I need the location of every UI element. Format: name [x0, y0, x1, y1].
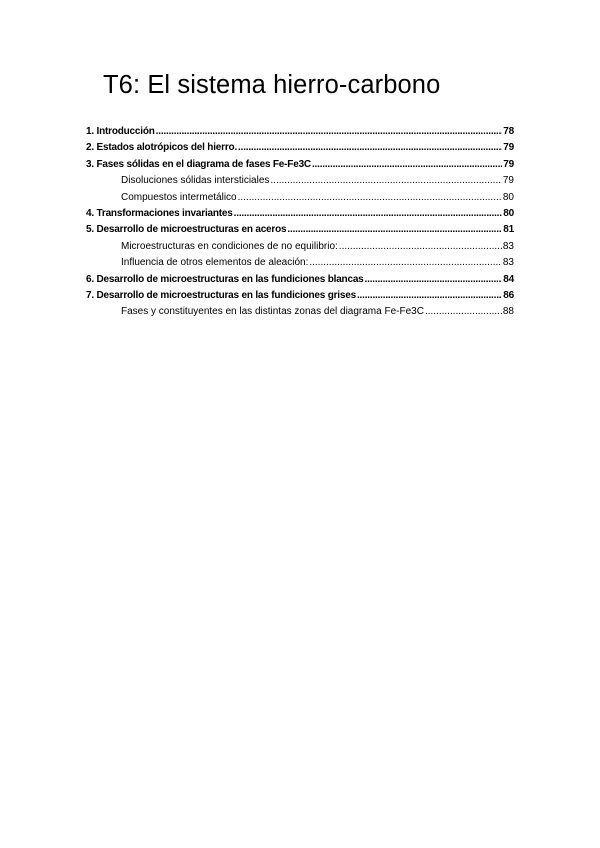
- toc-page-number: 81: [503, 224, 514, 236]
- toc-page-number: 79: [503, 158, 514, 170]
- toc-dot-leader: [234, 206, 503, 222]
- toc-page-number: 86: [503, 289, 514, 301]
- toc-dot-leader: [339, 239, 502, 255]
- toc-page-number: 83: [502, 240, 514, 252]
- toc-entry-fundiciones-grises[interactable]: [86, 288, 514, 304]
- table-of-contents: [86, 124, 514, 321]
- toc-page-number: 83: [502, 257, 514, 269]
- toc-page-number: 79: [503, 142, 514, 154]
- toc-dot-leader: [425, 304, 502, 320]
- toc-entry-microestructuras-aceros[interactable]: [86, 222, 514, 238]
- toc-entry-label: 2. Estados alotrópicos del hierro.: [86, 142, 238, 154]
- toc-entry-elementos-aleacion[interactable]: [86, 255, 514, 271]
- toc-page-number: 88: [502, 306, 514, 318]
- toc-page-number: 84: [503, 273, 514, 285]
- toc-dot-leader: [287, 222, 502, 238]
- toc-entry-label: 1. Introducción: [86, 126, 155, 137]
- toc-entry-label: 7. Desarrollo de microestructuras en las fundiciones grises: [86, 289, 356, 301]
- toc-page-number: 80: [502, 191, 514, 203]
- toc-dot-leader: [357, 288, 502, 304]
- toc-entry-label: 4. Transformaciones invariantes: [86, 207, 233, 219]
- toc-page-number: 78: [503, 126, 514, 137]
- toc-entry-label: Disoluciones sólidas intersticiales: [121, 175, 270, 187]
- toc-entry-fases-constituyentes[interactable]: [86, 304, 514, 320]
- toc-entry-label: Microestructuras en condiciones de no equilibrio:: [121, 240, 338, 252]
- toc-page-number: 79: [502, 175, 514, 187]
- toc-dot-leader: [270, 173, 501, 189]
- toc-entry-label: Compuestos intermetálico: [121, 191, 237, 203]
- toc-dot-leader: [156, 124, 503, 140]
- toc-dot-leader: [312, 157, 502, 173]
- toc-entry-transformaciones-invariantes[interactable]: [86, 206, 514, 222]
- toc-dot-leader: [309, 255, 502, 271]
- toc-entry-disoluciones-solidas[interactable]: [86, 173, 514, 189]
- page-title: T6: El sistema hierro-carbono: [103, 71, 441, 99]
- toc-entry-no-equilibrio[interactable]: [86, 239, 514, 255]
- toc-entry-label: 5. Desarrollo de microestructuras en aceros: [86, 224, 287, 236]
- toc-entry-label: Fases y constituyentes en las distintas zonas del diagrama Fe-Fe3C: [121, 306, 424, 318]
- toc-entry-estados-alotropicos[interactable]: [86, 140, 514, 156]
- toc-entry-introduccion[interactable]: [86, 124, 514, 140]
- toc-entry-label: Influencia de otros elementos de aleación:: [121, 257, 309, 269]
- toc-dot-leader: [238, 190, 502, 206]
- toc-entry-fundiciones-blancas[interactable]: [86, 272, 514, 288]
- toc-entry-label: 3. Fases sólidas en el diagrama de fases Fe-Fe3C: [86, 158, 311, 170]
- toc-page-number: 80: [503, 207, 514, 219]
- toc-dot-leader: [365, 272, 503, 288]
- toc-dot-leader: [238, 140, 502, 156]
- toc-entry-compuestos-intermetalico[interactable]: [86, 190, 514, 206]
- toc-entry-fases-solidas[interactable]: [86, 157, 514, 173]
- toc-entry-label: 6. Desarrollo de microestructuras en las fundiciones blancas: [86, 273, 364, 285]
